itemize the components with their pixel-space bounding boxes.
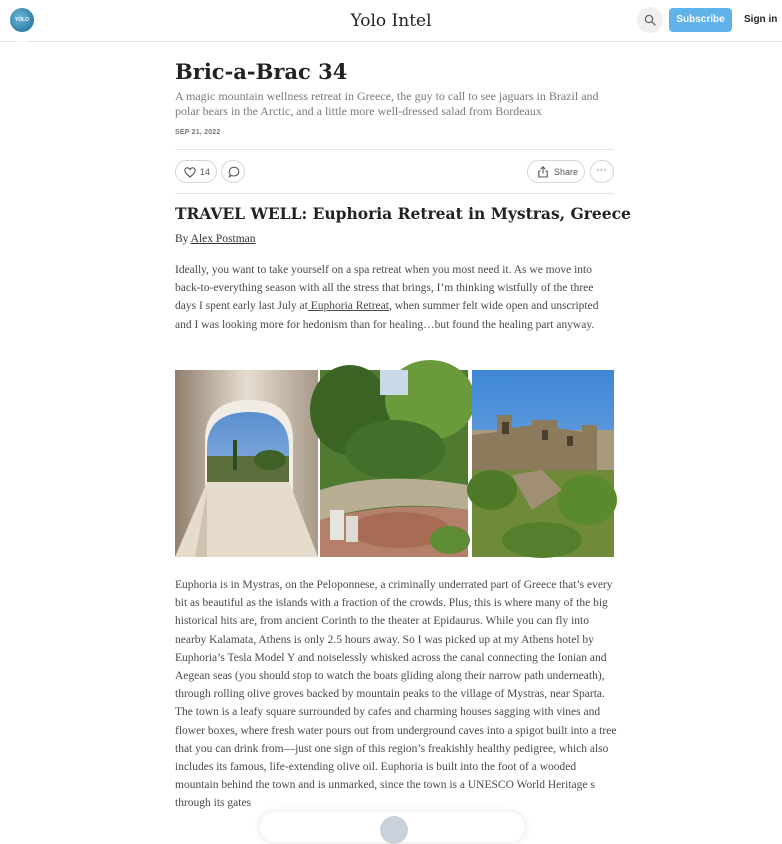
- intro-text-1: Ideally, you want to take yourself on a spa retreat when you most need it. As we move into back-to-everything season with all the stress that brings, I’m thinking wistfully of the three days I spent early last July at: [175, 264, 594, 313]
- divider-top: [175, 149, 614, 150]
- intro-paragraph: [175, 261, 617, 334]
- post-date: SEP 21, 2022: [175, 129, 221, 136]
- byline: [175, 233, 256, 245]
- comment-button[interactable]: [221, 160, 245, 183]
- byline-prefix: By: [175, 233, 191, 245]
- post-subtitle: A magic mountain wellness retreat in Greece, the guy to call to see jaguars in Brazil and polar bears in the Arctic, and a little more well-dressed salad from Bordeaux: [175, 89, 599, 118]
- site-title[interactable]: Yolo Intel: [350, 11, 432, 31]
- share-button[interactable]: [527, 160, 585, 183]
- sign-in-link[interactable]: Sign in: [744, 14, 778, 25]
- top-navigation-bar: [0, 0, 782, 47]
- author-link[interactable]: Alex Postman: [190, 233, 256, 245]
- subscribe-button[interactable]: Subscribe: [669, 8, 732, 32]
- more-icon: ···: [596, 164, 607, 176]
- floating-action-bar[interactable]: [260, 812, 525, 842]
- section-heading: TRAVEL WELL: Euphoria Retreat in Mystras, Greece: [175, 204, 631, 223]
- divider-bottom: [175, 193, 614, 194]
- body-paragraph: Euphoria is in Mystras, on the Peloponnese, a criminally underrated part of Greece that’s every bit as beautiful as the islands with a fraction of the crowds. Plus, this is where many of the big historical hits are, from ancient Corinth to the theater at Epidaurus. While you can fly into nearby Kalamata, Athens is only 2.5 hours away. So I was picked up at my Athens hotel by Euphoria’s Tesla Model Y and noiselessly whisked across the canal connecting the Ionian and Aegean seas (you should stop to watch the boats gliding along their narrow path underneath), through rolling olive groves backed by mountain peaks to the village of Mystras, near Sparta. The town is a leafy square surrounded by cafes and charming houses sagging with vines and flower boxes, where fresh water pours out from underground caves into a spigot built into a tree that you can drink from—just one sign of this region’s freakishly healthy pedigree, which also includes its famous, life-extending olive oil. Euphoria is built into the foot of a wooded mountain behind the town and is unmarked, since the town is a UNESCO World Heritage s through its gates: [175, 579, 617, 810]
- share-icon: [537, 166, 549, 178]
- logo-text: YOLO INTEL: [14, 17, 30, 47]
- floating-avatar[interactable]: [380, 816, 408, 844]
- euphoria-retreat-link[interactable]: Euphoria Retreat: [307, 300, 389, 313]
- search-button[interactable]: [637, 7, 663, 33]
- photo-stone-ruins: [472, 370, 614, 557]
- share-label: Share: [554, 167, 579, 177]
- photo-garden-terrace: [320, 370, 468, 557]
- like-button[interactable]: [175, 160, 217, 183]
- like-count: 14: [200, 167, 211, 177]
- more-options-button[interactable]: [590, 160, 614, 183]
- photo-archway: [175, 370, 318, 557]
- intro-text-2: , when summer felt wide open and unscripted and I was looking more for hedonism than for healing…but found the healing part anyway.: [175, 300, 599, 331]
- comment-icon: [228, 166, 240, 178]
- heart-icon: [184, 167, 196, 178]
- post-title: Bric-a-Brac 34: [175, 59, 348, 84]
- search-icon: [644, 14, 656, 26]
